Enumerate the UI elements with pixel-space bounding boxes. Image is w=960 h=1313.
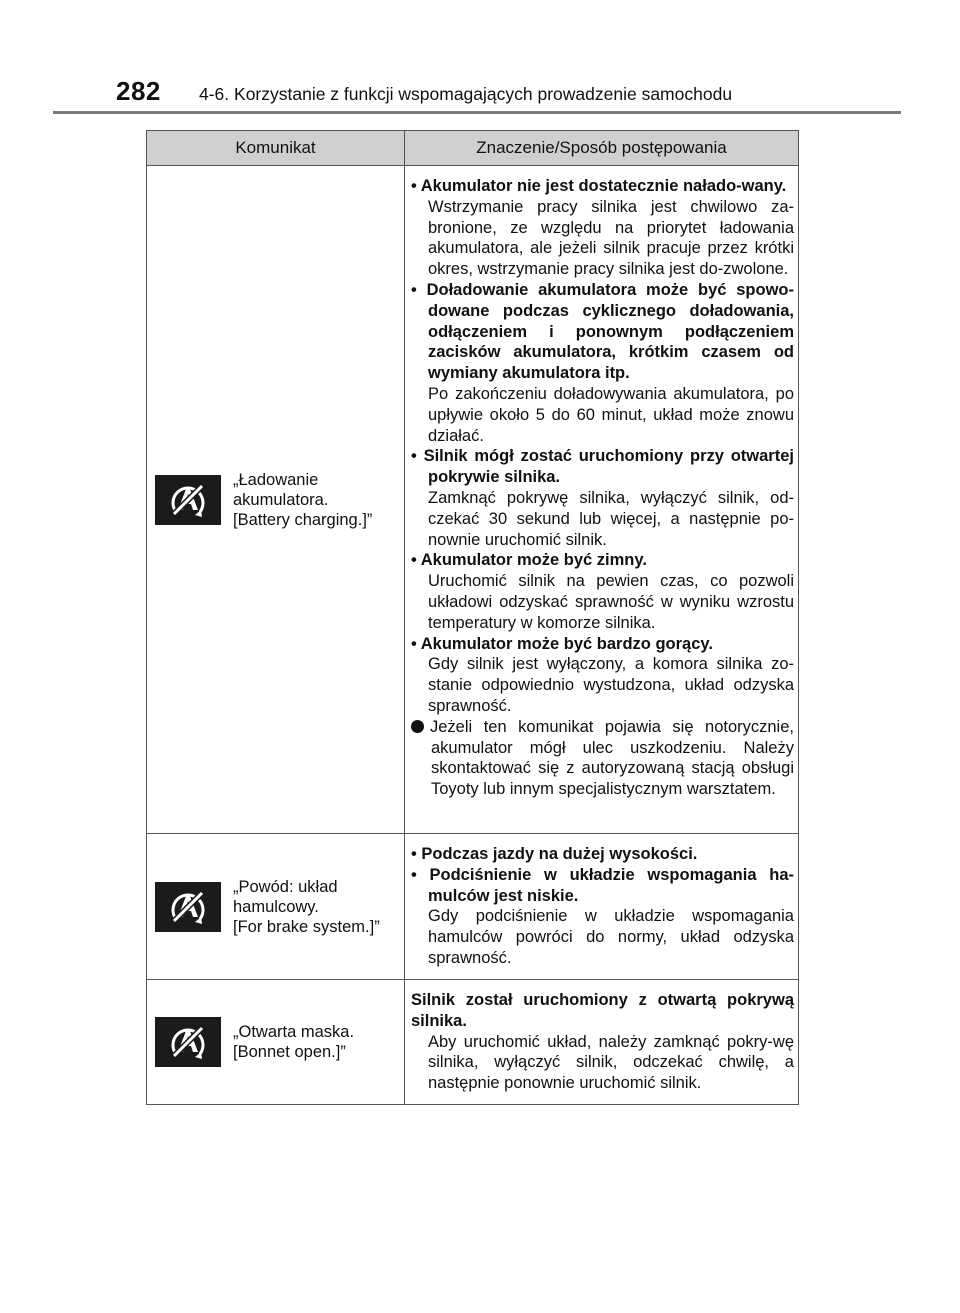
cause-lead: Silnik został uruchomiony z otwartą pokrywą silnika. (411, 991, 794, 1030)
chapter-title: 4-6. Korzystanie z funkcji wspomagających prowadzenie samochodu (199, 84, 733, 104)
message-cell (147, 980, 405, 1105)
display-message-line: hamulcowy. (233, 897, 319, 916)
cause-description: Po zakończeniu doładowywania akumulatora, po upływie około 5 do 60 minut, układ może znowu działać. (428, 384, 794, 445)
note-text: Jeżeli ten komunikat pojawia się notorycznie, akumulator mógł ulec uszkodzeniu. Należy skontaktować się z autoryzowaną stacją obsługi Toyoty lub innym specjalistycznym warsztatem. (430, 717, 794, 799)
display-message-line: akumulatora. (233, 490, 329, 509)
meaning-cell (405, 834, 799, 980)
cause-description: Wstrzymanie pracy silnika jest chwilowo za-bronione, ze względu na priorytet ładowania akumulatora, ale jeżeli silnik pracuje przez krótki okres, wstrzymanie pracy silnika jest do-zwolone. (428, 197, 794, 279)
column-header-znaczenie: Znaczenie/Sposób postępowania (405, 131, 799, 166)
display-message-line: „Ładowanie (233, 470, 319, 489)
bullet-dot-icon (411, 720, 424, 733)
display-message (233, 877, 380, 937)
note-item (411, 717, 794, 800)
message-cell (147, 166, 405, 834)
page-header (0, 0, 960, 116)
page-number: 282 (116, 76, 161, 106)
display-message-line: [For brake system.]” (233, 917, 380, 936)
cause-heading: • Akumulator nie jest dostatecznie nałado-wany. (411, 177, 787, 195)
display-message-line: „Powód: układ (233, 877, 338, 896)
cause-description: Gdy silnik jest wyłączony, a komora silnika zo-stanie odpowiednio wystudzona, układ odzyska sprawność. (428, 655, 794, 715)
stop-start-off-icon (155, 1017, 221, 1067)
table-row (147, 166, 799, 834)
display-message-line: [Battery charging.]” (233, 510, 373, 529)
meaning-cell (405, 166, 799, 834)
cause-heading: • Podczas jazdy na dużej wysokości. (411, 845, 698, 863)
table-row (147, 834, 799, 980)
cause-heading: • Akumulator może być bardzo gorący. (411, 634, 713, 653)
table-row (147, 980, 799, 1105)
cause-heading: • Doładowanie akumulatora może być spowo-dowane podczas cyklicznego doładowania, odłączeniem i ponownym podłączeniem zacisków akumulatora, krótkim czasem od wymiany akumulatora itp. (411, 280, 794, 383)
cause-description: Zamknąć pokrywę silnika, wyłączyć silnik, od-czekać 30 sekund lub więcej, a następnie po-nownie uruchomić silnik. (428, 488, 794, 549)
cause-heading: • Akumulator może być zimny. (411, 551, 647, 570)
message-cell (147, 834, 405, 980)
display-message-line: [Bonnet open.]” (233, 1042, 346, 1061)
header-rule (53, 111, 901, 114)
cause-description: Gdy podciśnienie w układzie wspomagania hamulców powróci do normy, układ odzyska sprawność. (428, 907, 794, 967)
cause-description: Aby uruchomić układ, należy zamknąć pokry-wę silnika, wyłączyć silnik, odczekać chwilę, a następnie ponownie uruchomić silnik. (428, 1032, 794, 1093)
cause-heading: • Silnik mógł zostać uruchomiony przy otwartej pokrywie silnika. (411, 447, 794, 487)
display-message-line: „Otwarta maska. (233, 1022, 355, 1041)
cause-heading: • Podciśnienie w układzie wspomagania ha-mulców jest niskie. (411, 865, 794, 905)
display-message (233, 1022, 354, 1062)
message-table (146, 130, 799, 1105)
meaning-cell (405, 980, 799, 1105)
column-header-komunikat: Komunikat (147, 131, 405, 166)
stop-start-off-icon (155, 882, 221, 932)
display-message (233, 470, 372, 530)
cause-description: Uruchomić silnik na pewien czas, co pozwoli układowi odzyskać sprawność w wyniku wzrostu temperatury w komorze silnika. (428, 572, 794, 632)
table-header-row (147, 131, 799, 166)
stop-start-off-icon (155, 475, 221, 525)
